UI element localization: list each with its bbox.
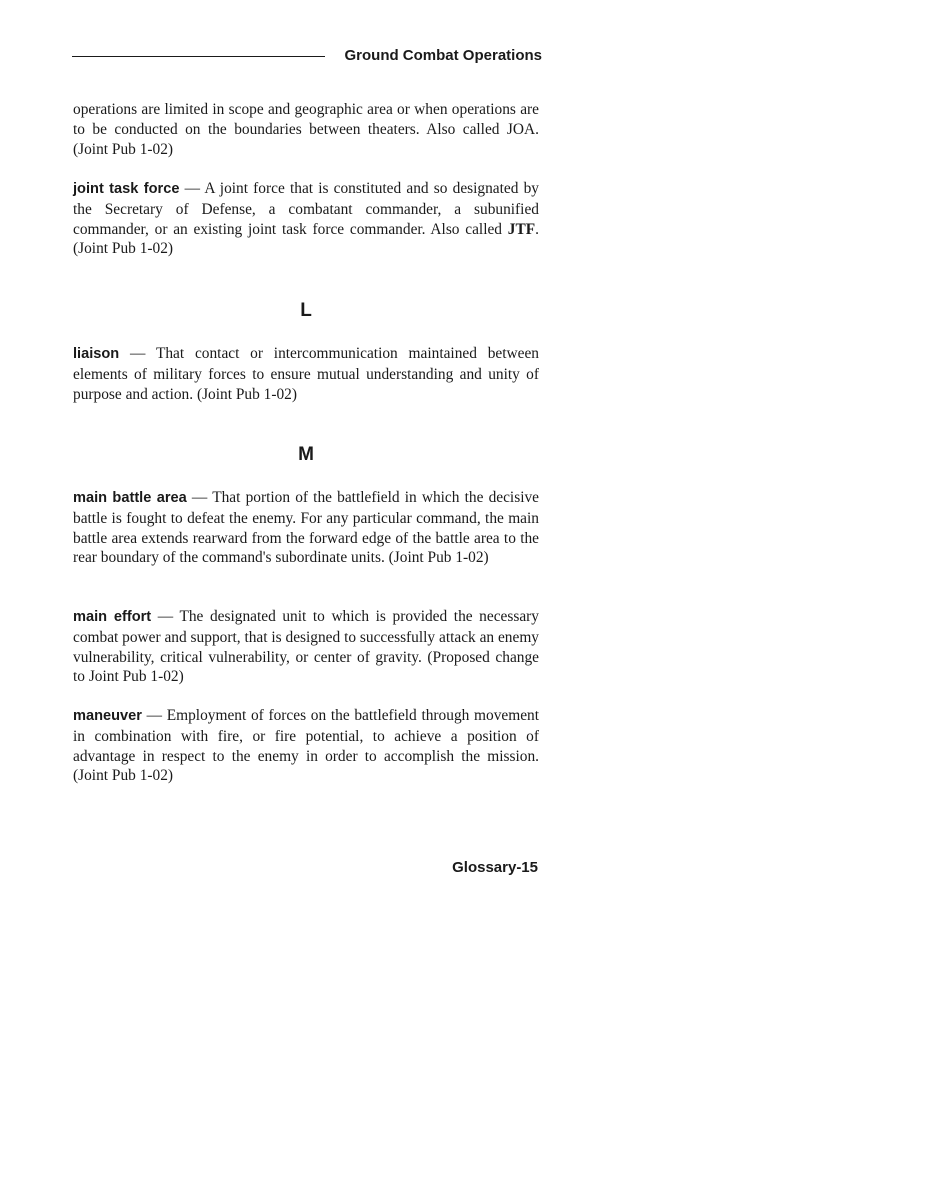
entry-main-battle-area [73, 488, 539, 568]
definition-text: — The designated unit to which is provided the necessary combat power and support, that is designed to successfully attack an enemy vulnerability, critical vulnerability, or center of gravity. (Proposed change to Joint Pub 1-02) [73, 608, 539, 686]
definition-text: — That portion of the battlefield in which the decisive battle is fought to defeat the enemy. For any particular command, the main battle area extends rearward from the forward edge of the battle area to the rear boundary of the command's subordinate units. (Joint Pub 1-02) [73, 489, 540, 567]
entry-joint-task-force [73, 179, 539, 259]
definition-citation: . (Joint Pub 1-02) [73, 220, 539, 258]
continued-definition-text: operations are limited in scope and geographic area or when operations are to be conducted on the boundaries between theaters. Also called JOA. (Joint Pub 1-02) [73, 101, 539, 158]
section-heading-m: M [298, 444, 314, 465]
glossary-term: main effort [73, 609, 152, 625]
definition-text: — Employment of forces on the battlefield through movement in combination with fire, or fire potential, to achieve a position of advantage in respect to the enemy in order to accomplish the mission. (Joint Pub 1-02) [73, 707, 539, 785]
glossary-term: joint task force [73, 181, 180, 197]
entry-main-effort [73, 607, 539, 687]
glossary-term: maneuver [73, 708, 142, 724]
definition-text: — A joint force that is constituted and so designated by the Secretary of Defense, a combatant commander, a subunified commander, or an existing joint task force commander. Also called [73, 180, 540, 238]
header-rule [72, 56, 325, 57]
glossary-term: liaison [73, 346, 120, 362]
entry-liaison [73, 344, 539, 404]
glossary-term: main battle area [73, 490, 187, 506]
running-header [72, 46, 542, 66]
header-title: Ground Combat Operations [344, 47, 542, 64]
abbreviation: JTF [507, 220, 536, 238]
section-heading-l: L [300, 300, 312, 321]
page-number: Glossary-15 [452, 859, 538, 876]
entry-maneuver [73, 706, 539, 786]
continued-definition [73, 100, 539, 159]
definition-text: — That contact or intercommunication maintained between elements of military forces to ensure mutual understanding and unity of purpose and action. (Joint Pub 1-02) [73, 345, 539, 403]
